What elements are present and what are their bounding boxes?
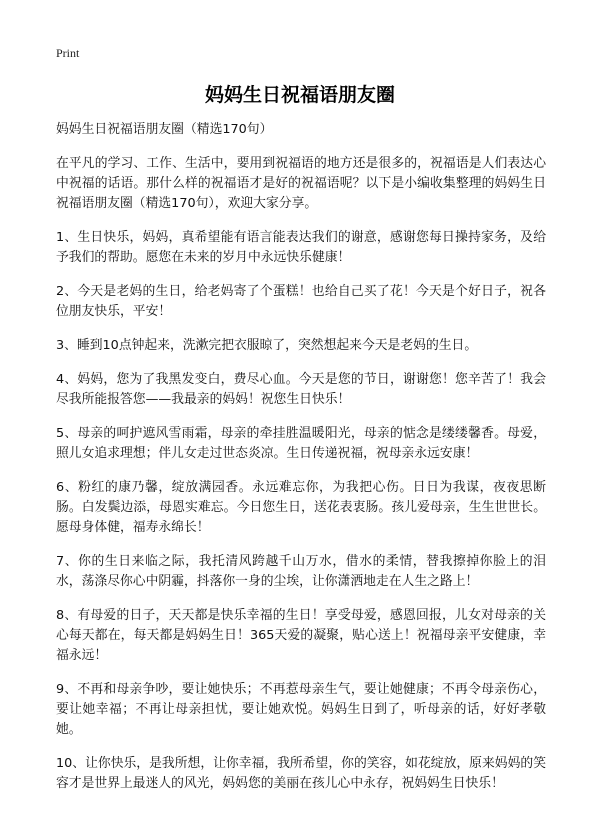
wish-paragraph: 10、让你快乐，是我所想，让你幸福，我所希望，你的笑容，如花绽放，原来妈妈的笑容才是世界上最迷人的风光，妈妈您的美丽在孩儿心中永存，祝妈妈生日快乐！	[56, 756, 546, 791]
wish-paragraph: 7、你的生日来临之际，我托清风跨越千山万水，借水的柔情，替我擦掉你脸上的泪水，荡涤尽你心中阴霾，抖落你一身的尘埃，让你潇洒地走在人生之路上！	[56, 554, 546, 589]
wish-paragraph: 9、不再和母亲争吵，要让她快乐；不再惹母亲生气，要让她健康；不再令母亲伤心，要让她幸福；不再让母亲担忧，要让她欢悦。妈妈生日到了，听母亲的话，好好孝敬她。	[56, 682, 546, 737]
intro-paragraph: 在平凡的学习、工作、生活中，要用到祝福语的地方还是很多的，祝福语是人们表达心中祝福的话语。那什么样的祝福语才是好的祝福语呢？以下是小编收集整理的妈妈生日祝福语朋友圈（精选170句），欢迎大家分享。	[56, 156, 546, 211]
wish-paragraph: 5、母亲的呵护遮风雪雨霜，母亲的牵挂胜温暖阳光，母亲的惦念是缕缕馨香。母爱，照儿女追求理想；伴儿女走过世态炎凉。生日传递祝福，祝母亲永远安康！	[56, 426, 546, 461]
article-body	[56, 120, 546, 808]
wish-paragraph: 3、睡到10点钟起来，洗漱完把衣服晾了，突然想起来今天是老妈的生日。	[56, 338, 478, 353]
wish-paragraph: 1、生日快乐，妈妈，真希望能有语言能表达我们的谢意，感谢您每日操持家务，及给予我们的帮助。愿您在未来的岁月中永远快乐健康！	[56, 230, 546, 265]
print-link[interactable]: Print	[56, 46, 80, 60]
page-title: 妈妈生日祝福语朋友圈	[204, 84, 395, 106]
wish-paragraph: 6、粉红的康乃馨，绽放满园香。永远难忘你，为我把心伤。日日为我谋，夜夜思断肠。白发鬓边添，母恩实难忘。今日您生日，送花表衷肠。孩儿爱母亲，生生世世长。愿母身体健，福寿永绵长！	[56, 480, 546, 535]
wish-paragraph: 8、有母爱的日子，天天都是快乐幸福的生日！享受母爱，感恩回报，儿女对母亲的关心每天都在，每天都是妈妈生日！365天爱的凝聚，贴心送上！祝福母亲平安健康，幸福永远！	[56, 608, 546, 663]
wish-paragraph: 4、妈妈，您为了我黑发变白，费尽心血。今天是您的节日，谢谢您！您辛苦了！我会尽我所能报答您——我最亲的妈妈！祝您生日快乐！	[56, 372, 546, 407]
wish-paragraph: 2、今天是老妈的生日，给老妈寄了个蛋糕！也给自己买了花！今天是个好日子，祝各位朋友快乐，平安！	[56, 284, 546, 319]
article-subtitle: 妈妈生日祝福语朋友圈（精选170句）	[56, 122, 273, 137]
